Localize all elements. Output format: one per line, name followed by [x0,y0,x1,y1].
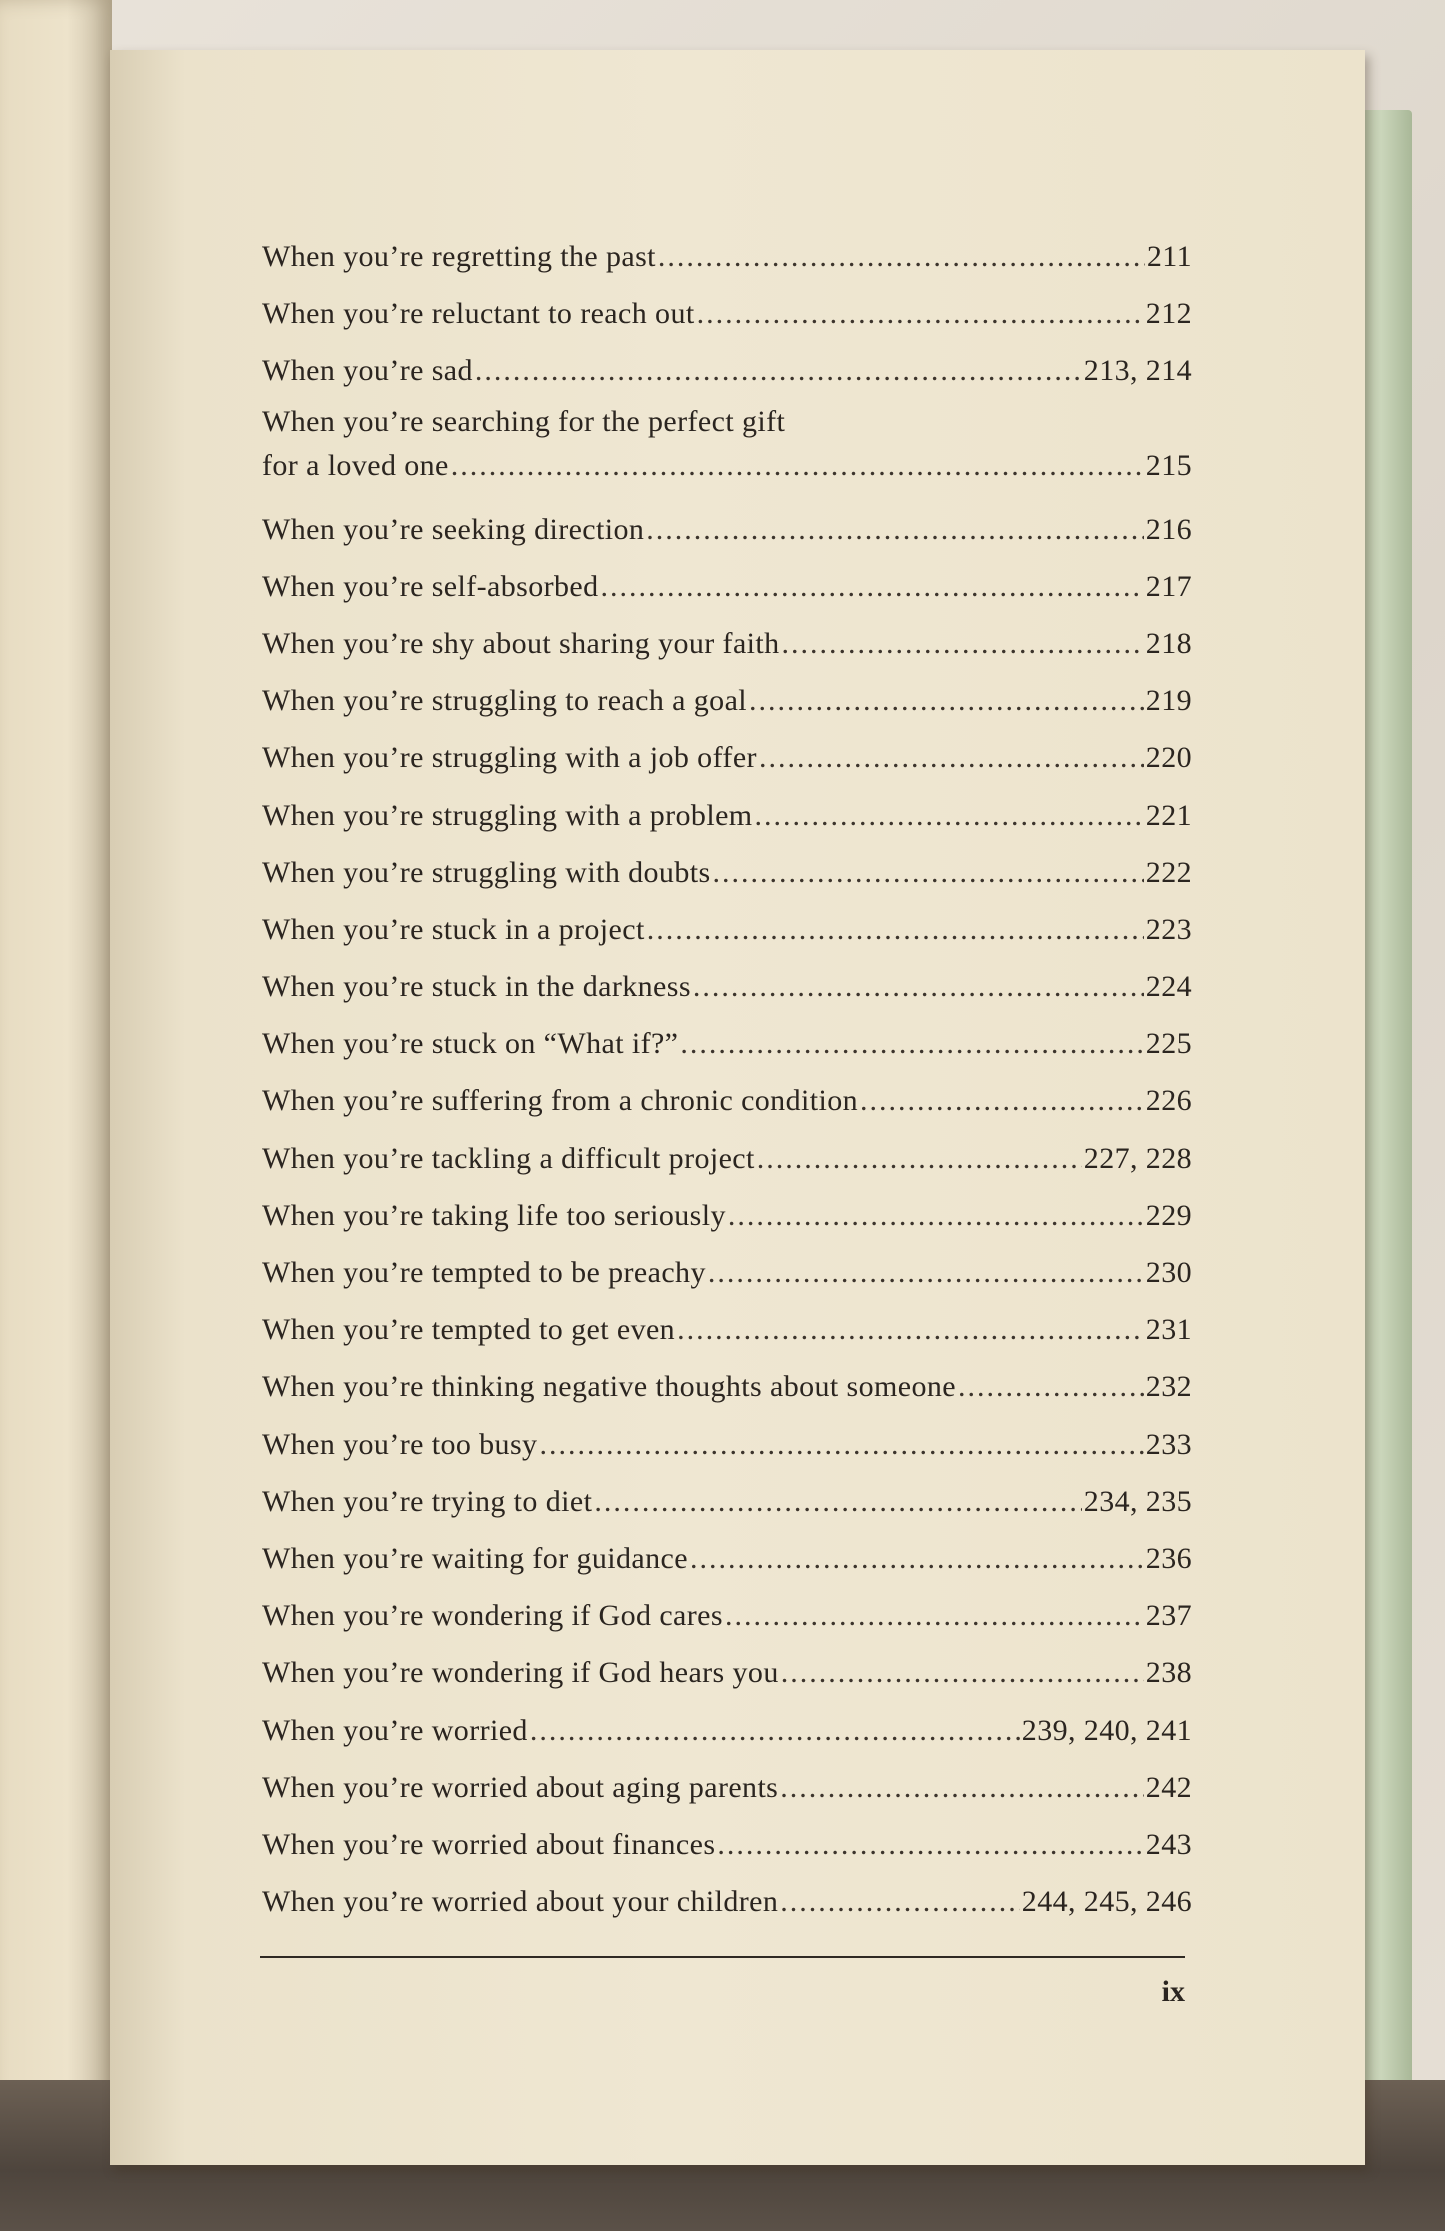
toc-entry-title: When you’re tempted to get even [262,1313,676,1347]
toc-entry-title: When you’re tempted to be preachy [262,1256,706,1289]
toc-entry [262,901,1192,958]
dot-leader [749,672,1144,729]
toc-entry-pages: 231 [1145,1313,1192,1347]
toc-entry-pages: 234, 235 [1083,1484,1192,1518]
footer-rule [260,1956,1185,1958]
toc-entry-pages: 213, 214 [1083,354,1192,388]
dot-leader [728,1187,1144,1244]
toc-entry [262,1416,1192,1473]
dot-leader [539,1416,1143,1473]
dot-leader [647,901,1144,958]
toc-entry-pages: 243 [1145,1827,1192,1861]
toc-entry-pages: 223 [1145,912,1192,946]
toc-entry [262,1244,1192,1301]
toc-entry-title: When you’re stuck in a project [262,912,645,946]
toc-entry-pages: 236 [1145,1541,1192,1575]
toc-entry-pages: 218 [1145,626,1192,660]
dot-leader [697,285,1144,342]
toc-entry [262,1530,1192,1587]
toc-entry [262,729,1192,786]
toc-entry-pages: 220 [1145,741,1192,775]
dot-leader [680,1015,1143,1072]
toc-entry-title: When you’re struggling with a problem [262,798,753,832]
toc-entry-title: When you’re struggling to reach a goal [262,684,748,718]
toc-entry [262,958,1192,1015]
toc-entry-title: When you’re worried [262,1713,528,1747]
toc-entry [262,1301,1192,1358]
dot-leader [757,1130,1082,1187]
toc-entry-pages: 244, 245, 246 [1021,1885,1192,1919]
dot-leader [755,787,1144,844]
toc-entry-pages: 238 [1145,1656,1192,1690]
dot-leader [594,1473,1081,1530]
dot-leader [713,844,1144,901]
toc-entry-pages: 225 [1145,1027,1192,1061]
toc-entry-title: When you’re worried about your children [262,1885,779,1919]
toc-entry-title: When you’re stuck in the darkness [262,970,691,1004]
toc-entry-pages: 217 [1145,569,1192,603]
dot-leader [451,444,1144,488]
toc-entry-title: When you’re worried about aging parents [262,1770,779,1804]
dot-leader [690,1530,1144,1587]
toc-entry [262,844,1192,901]
toc-entry [262,1873,1192,1930]
toc-entry-pages: 216 [1145,512,1192,546]
toc-entry [262,1358,1192,1415]
toc-entry-pages: 211 [1146,240,1192,273]
toc-entry-pages: 224 [1145,970,1192,1004]
toc-entry-pages: 226 [1145,1084,1192,1118]
toc-entry [262,1015,1192,1072]
toc-entry-pages: 233 [1145,1427,1192,1461]
toc-entry-pages: 219 [1145,684,1192,718]
toc-entry-title: When you’re suffering from a chronic condition [262,1084,858,1118]
toc-entry-pages: 242 [1145,1770,1192,1804]
dot-leader [958,1358,1144,1415]
toc-entry [262,1759,1192,1816]
toc-entry-title: When you’re stuck on “What if?” [262,1027,679,1061]
toc-entry [262,1702,1192,1759]
toc-entry [262,558,1192,615]
toc-entry-title-line2: for a loved one [262,448,449,482]
toc-entry [262,501,1192,558]
dot-leader [759,729,1144,786]
toc-entry [262,1072,1192,1129]
toc-entry-title: When you’re shy about sharing your faith [262,626,780,660]
toc-entry [262,1130,1192,1187]
toc-entry-title: When you’re reluctant to reach out [262,297,695,331]
toc-entry-title: When you’re regretting the past [262,240,656,273]
toc-entry-title: When you’re wondering if God hears you [262,1656,779,1690]
toc-entry-title: When you’re too busy [262,1427,538,1461]
toc-entry [262,1587,1192,1644]
left-page [0,0,112,2150]
toc-entry [262,1644,1192,1701]
toc-entry-title: When you’re taking life too seriously [262,1198,726,1232]
toc-entry [262,787,1192,844]
toc-entry-title: When you’re trying to diet [262,1484,593,1518]
toc-entry-title: When you’re struggling with a job offer [262,741,757,775]
toc-entry [262,400,1192,501]
dot-leader [646,501,1144,558]
toc-entry [262,342,1192,399]
dot-leader [860,1072,1144,1129]
toc-entry-title: When you’re wondering if God cares [262,1599,723,1633]
toc-entry-pages: 239, 240, 241 [1021,1713,1192,1747]
toc-entry-pages: 222 [1145,855,1192,889]
dot-leader [781,1644,1144,1701]
toc-entry [262,672,1192,729]
toc-entry-title-line1: When you’re searching for the perfect gift [262,404,786,438]
dot-leader [780,1759,1144,1816]
dot-leader [717,1816,1143,1873]
dot-leader [782,615,1144,672]
page-number: ix [1161,1975,1185,2008]
toc-entry [262,228,1192,285]
toc-entry [262,1816,1192,1873]
toc-entry [262,615,1192,672]
toc-entry-title: When you’re thinking negative thoughts about someone [262,1370,956,1404]
table-of-contents [262,228,1192,1930]
toc-entry-pages: 237 [1145,1599,1192,1633]
toc-entry-title: When you’re self-absorbed [262,569,599,603]
dot-leader [530,1702,1020,1759]
toc-entry-pages: 227, 228 [1083,1141,1192,1175]
toc-entry-title: When you’re struggling with doubts [262,855,711,889]
toc-entry-title: When you’re waiting for guidance [262,1541,688,1575]
dot-leader [725,1587,1144,1644]
dot-leader [475,342,1082,399]
dot-leader [658,228,1145,285]
dot-leader [693,958,1144,1015]
toc-entry-title: When you’re worried about finances [262,1827,716,1861]
toc-entry [262,285,1192,342]
dot-leader [708,1244,1144,1301]
toc-entry-title: When you’re seeking direction [262,512,645,546]
toc-entry-pages: 215 [1145,448,1192,482]
toc-entry-pages: 230 [1145,1256,1192,1289]
toc-entry [262,1187,1192,1244]
dot-leader [601,558,1144,615]
dot-leader [677,1301,1144,1358]
toc-entry-pages: 221 [1145,798,1192,832]
toc-entry-title: When you’re sad [262,354,473,388]
toc-entry-pages: 229 [1145,1198,1192,1232]
toc-entry-pages: 232 [1145,1370,1192,1404]
toc-entry-title: When you’re tackling a difficult project [262,1141,755,1175]
toc-entry [262,1473,1192,1530]
toc-entry-pages: 212 [1145,297,1192,331]
dot-leader [780,1873,1020,1930]
